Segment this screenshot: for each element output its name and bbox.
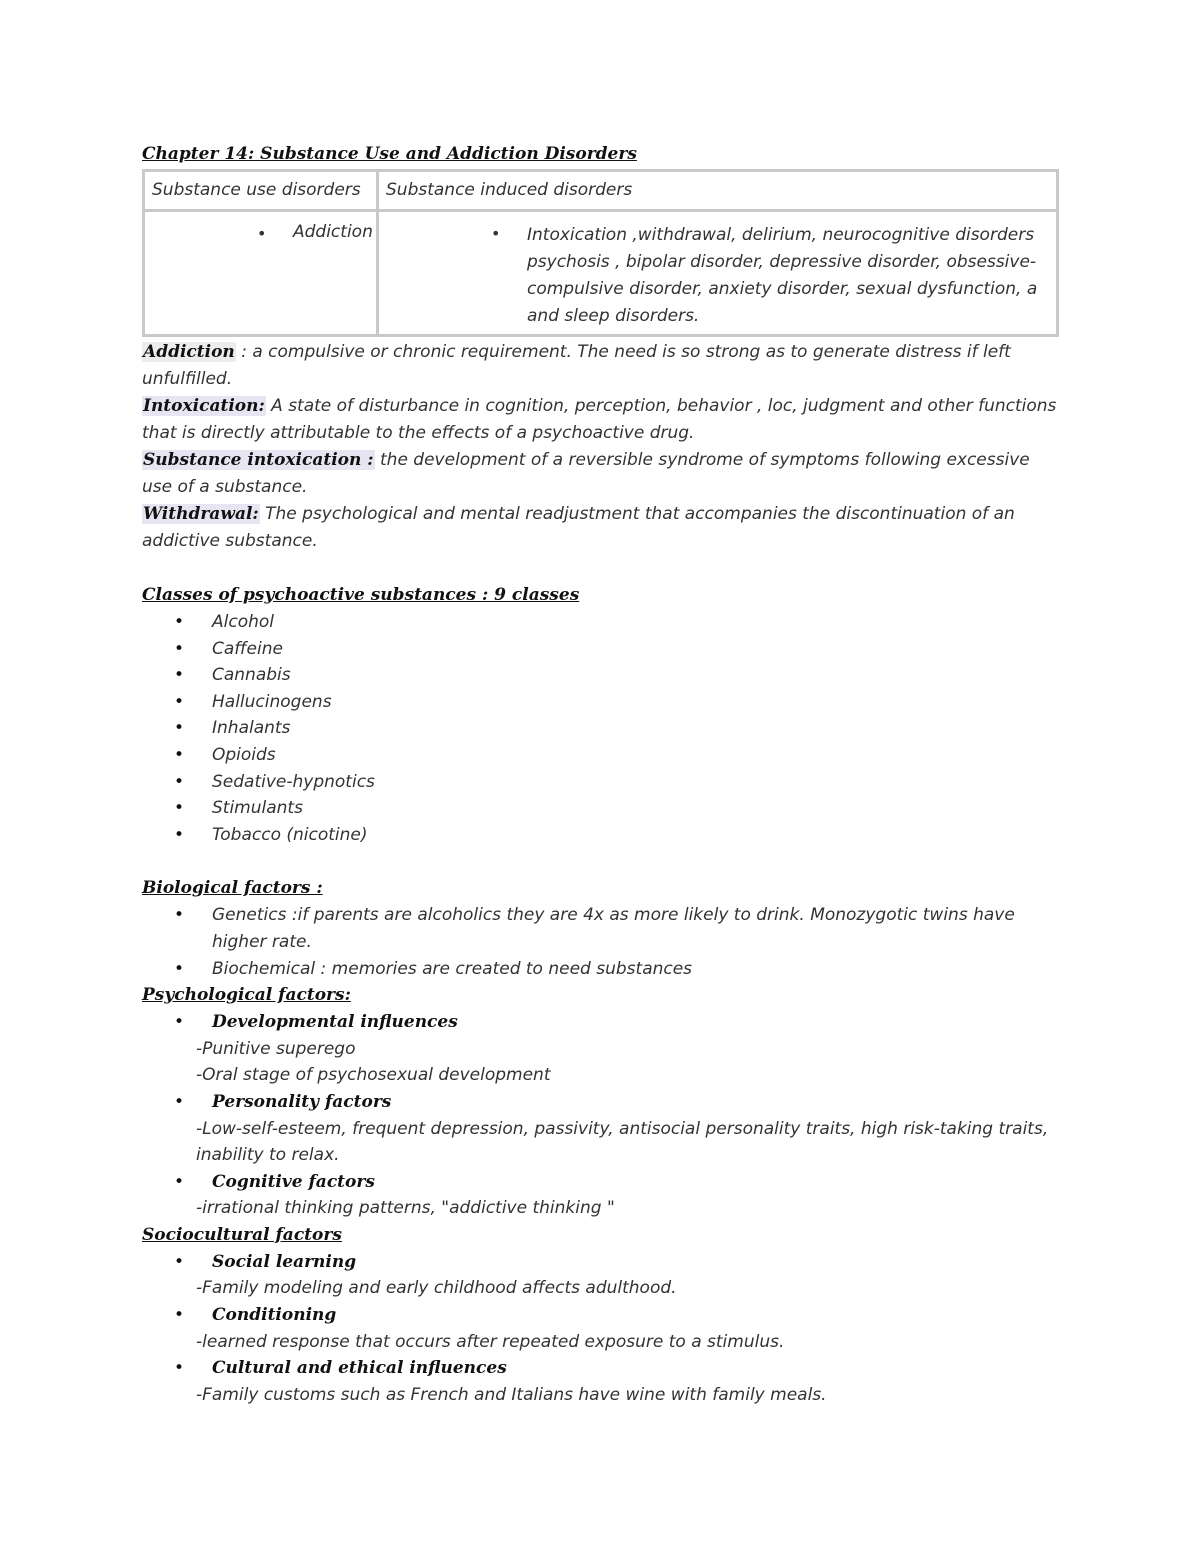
definition-substance-intoxication: [142, 447, 1058, 501]
document-page: [142, 141, 1058, 1408]
psychological-list: [142, 1009, 1058, 1036]
list-item: • Sedative-hypnotics: [142, 769, 1058, 796]
list-item: • Developmental influences: [142, 1009, 1058, 1036]
list-item: • Tobacco (nicotine): [142, 822, 1058, 849]
bullet-icon: •: [257, 224, 267, 243]
definition-term: Addiction: [143, 342, 235, 362]
definition-withdrawal: [142, 501, 1058, 555]
psychological-heading: Psychological factors:: [142, 985, 351, 1006]
bullet-icon: •: [174, 718, 185, 739]
list-item: • Caffeine: [142, 636, 1058, 663]
bullet-icon: •: [174, 1091, 185, 1112]
list-item: • Personality factors: [142, 1089, 1058, 1116]
definition-text: the development of a reversible syndrome of symptoms following excessive use of a substance.: [142, 450, 1030, 497]
definition-intoxication: [142, 393, 1058, 447]
definition-text: A state of disturbance in cognition, perception, behavior , loc, judgment and other functions that is directly attributable to the effects of a psychoactive drug.: [142, 396, 1057, 443]
list-item: • Conditioning: [142, 1302, 1058, 1329]
list-item: • Cognitive factors: [142, 1169, 1058, 1196]
bullet-icon: •: [174, 638, 185, 659]
sociocultural-heading: Sociocultural factors: [142, 1224, 342, 1245]
table-header-induced-disorders: Substance induced disorders: [378, 171, 1058, 211]
note: -Family customs such as French and Italians have wine with family meals.: [196, 1384, 827, 1405]
note: -learned response that occurs after repeated exposure to a stimulus.: [196, 1331, 785, 1352]
list-item: • Genetics :if parents are alcoholics they are 4x as more likely to drink. Monozygotic twins have higher rate.: [142, 902, 1058, 955]
sociocultural-list: [142, 1249, 1058, 1276]
bullet-icon: •: [174, 824, 185, 845]
definition-text: The psychological and mental readjustment that accompanies the discontinuation of an addictive substance.: [142, 504, 1015, 551]
biological-list: [142, 902, 1058, 982]
bullet-icon: •: [174, 665, 185, 686]
bullet-icon: •: [174, 1358, 185, 1379]
definition-term: Withdrawal:: [143, 504, 259, 524]
classes-list: [142, 609, 1058, 848]
note: -Low-self-esteem, frequent depression, passivity, antisocial personality traits, high risk-taking traits, inability to relax.: [196, 1118, 1049, 1166]
bullet-icon: •: [174, 1171, 185, 1192]
bullet-icon: •: [174, 1305, 185, 1326]
bullet-icon: •: [491, 224, 501, 243]
bullet-icon: •: [174, 905, 185, 926]
bullet-icon: •: [174, 1012, 185, 1033]
list-item: • Inhalants: [142, 715, 1058, 742]
note: -Oral stage of psychosexual development: [196, 1065, 551, 1086]
note: -irrational thinking patterns, "addictive thinking ": [196, 1198, 615, 1219]
bullet-icon: •: [174, 691, 185, 712]
list-item: • Social learning: [142, 1249, 1058, 1276]
bullet-icon: •: [174, 771, 185, 792]
biological-heading: Biological factors :: [142, 878, 323, 899]
table-item-induced-list: Intoxication ,withdrawal, delirium, neurocognitive disorders psychosis , bipolar disorder, depressive disorder, obsessive-compulsive disorder, anxiety disorder, sexual dysfunction, a and sleep disorders.: [527, 225, 1038, 326]
list-item: • Hallucinogens: [142, 689, 1058, 716]
table-cell-induced-disorders: [378, 211, 1058, 336]
chapter-title: Chapter 14: Substance Use and Addiction Disorders: [142, 144, 637, 164]
bullet-icon: •: [174, 798, 185, 819]
list-item: • Stimulants: [142, 795, 1058, 822]
bullet-icon: •: [174, 612, 185, 632]
table-header-use-disorders: Substance use disorders: [144, 171, 378, 211]
bullet-icon: •: [174, 958, 185, 979]
definition-addiction: Addiction : a compulsive or chronic requirement. The need is so strong as to generate distress if left unfulfilled.: [142, 342, 1011, 389]
table-cell-use-disorders: [144, 211, 378, 336]
note: -Punitive superego: [196, 1038, 356, 1059]
table-item-addiction: Addiction: [293, 222, 373, 242]
list-item: • Opioids: [142, 742, 1058, 769]
list-item: • Cannabis: [142, 662, 1058, 689]
definition-term: Substance intoxication :: [143, 450, 374, 470]
bullet-icon: •: [174, 1251, 185, 1272]
list-item: • Cultural and ethical influences: [142, 1355, 1058, 1382]
list-item: • Alcohol: [142, 609, 1058, 636]
definitions: [142, 339, 1058, 555]
note: -Family modeling and early childhood affects adulthood.: [196, 1278, 677, 1299]
list-item: • Biochemical : memories are created to need substances: [142, 956, 1058, 983]
definition-text: a compulsive or chronic requirement. The need is so strong as to generate distress if left unfulfilled.: [142, 342, 1011, 389]
definition-term: Intoxication:: [143, 396, 265, 416]
disorders-table: [142, 169, 1059, 337]
bullet-icon: •: [174, 744, 185, 765]
classes-heading: Classes of psychoactive substances : 9 classes: [142, 585, 580, 605]
